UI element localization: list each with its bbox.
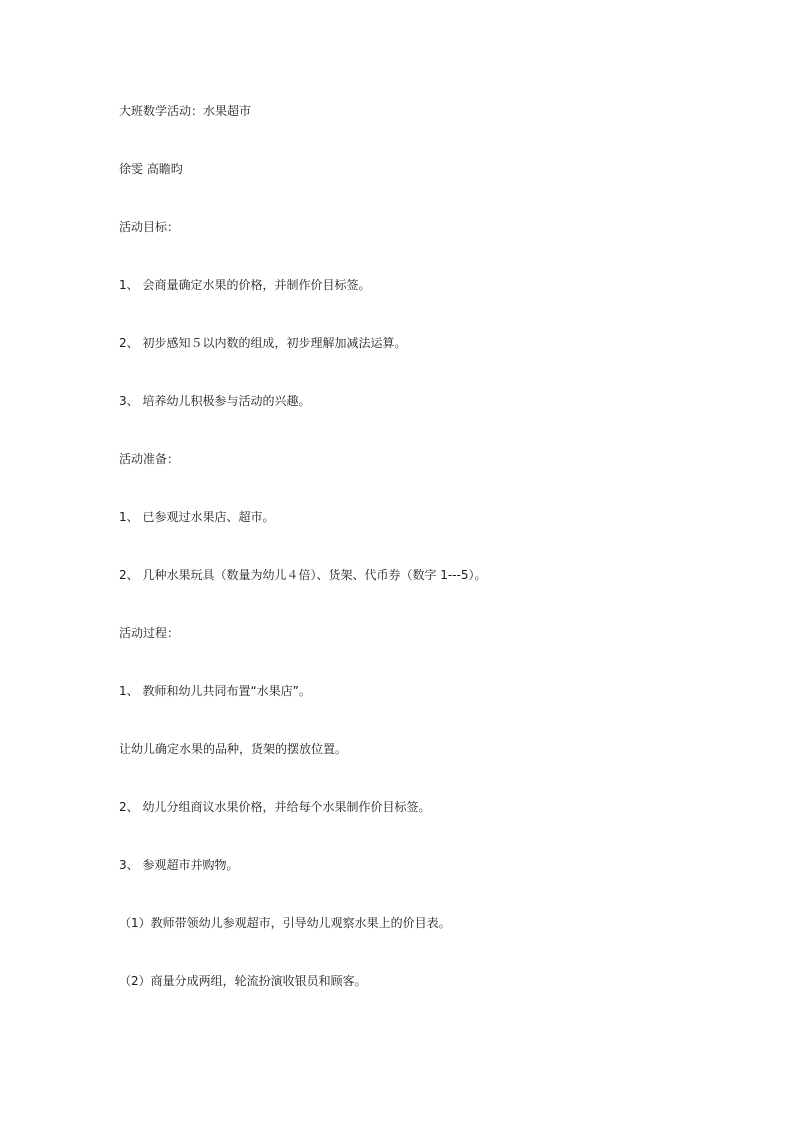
process-step-1-detail: 让幼儿确定水果的品种，货架的摆放位置。 — [119, 742, 348, 756]
goal-item-1: 1、 会商量确定水果的价格，并制作价目标签。 — [119, 278, 371, 292]
process-heading: 活动过程： — [119, 626, 180, 640]
process-step-1: 1、 教师和幼儿共同布置“水果店”。 — [119, 684, 311, 698]
process-substep-2: （2）商量分成两组，轮流扮演收银员和顾客。 — [119, 974, 367, 988]
prep-item-2: 2、 几种水果玩具（数量为幼儿４倍）、货架、代币券（数字 1---5）。 — [119, 568, 487, 582]
process-step-2: 2、 幼儿分组商议水果价格，并给每个水果制作价目标签。 — [119, 800, 431, 814]
document-body — [119, 102, 679, 1030]
process-substep-1: （1）教师带领幼儿参观超市，引导幼儿观察水果上的价目表。 — [119, 916, 451, 930]
goal-item-3: 3、 培养幼儿积极参与活动的兴趣。 — [119, 394, 311, 408]
process-step-3: 3、 参观超市并购物。 — [119, 858, 239, 872]
goals-heading: 活动目标： — [119, 220, 180, 234]
document-title: 大班数学活动：水果超市 — [119, 104, 252, 118]
document-authors: 徐雯 高瞻昀 — [119, 162, 183, 176]
goal-item-2: 2、 初步感知５以内数的组成，初步理解加减法运算。 — [119, 336, 407, 350]
prep-heading: 活动准备： — [119, 452, 180, 466]
prep-item-1: 1、 已参观过水果店、超市。 — [119, 510, 275, 524]
